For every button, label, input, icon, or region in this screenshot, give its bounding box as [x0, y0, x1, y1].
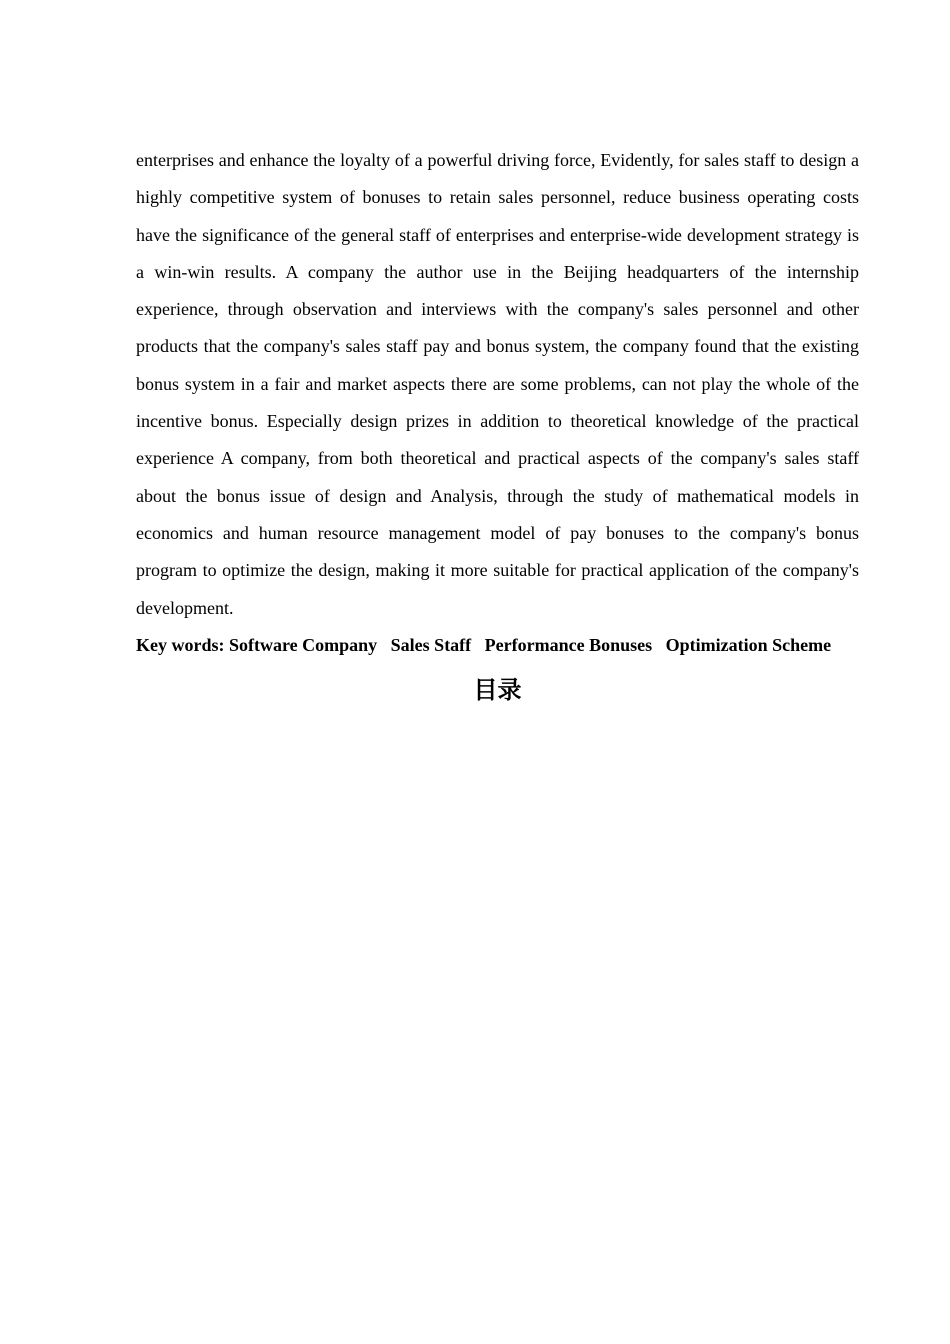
- keyword-term: Optimization Scheme: [665, 634, 832, 655]
- keyword-term: Software Company: [229, 634, 378, 655]
- page-content: [136, 142, 859, 708]
- keywords-line: [136, 627, 859, 664]
- table-of-contents-title: 目录: [473, 676, 522, 705]
- keywords-label: Key words:: [136, 634, 225, 655]
- keyword-term: Performance Bonuses: [484, 634, 653, 655]
- abstract-paragraph: enterprises and enhance the loyalty of a powerful driving force, Evidently, for sales staff to design a highly competitive system of bonuses to retain sales personnel, reduce business operating costs have the significance of the general staff of enterprises and enterprise-wide development strategy is a win-win results. A company the author use in the Beijing headquarters of the internship experience, through observation and interviews with the company's sales personnel and other products that the company's sales staff pay and bonus system, the company found that the existing bonus system in a fair and market aspects there are some problems, can not play the whole of the incentive bonus. Especially design prizes in addition to theoretical knowledge of the practical experience A company, from both theoretical and practical aspects of the company's sales staff about the bonus issue of design and Analysis, through the study of mathematical models in economics and human resource management model of pay bonuses to the company's bonus program to optimize the design, making it more suitable for practical application of the company's development.: [136, 150, 859, 618]
- keyword-term: Sales Staff: [390, 634, 472, 655]
